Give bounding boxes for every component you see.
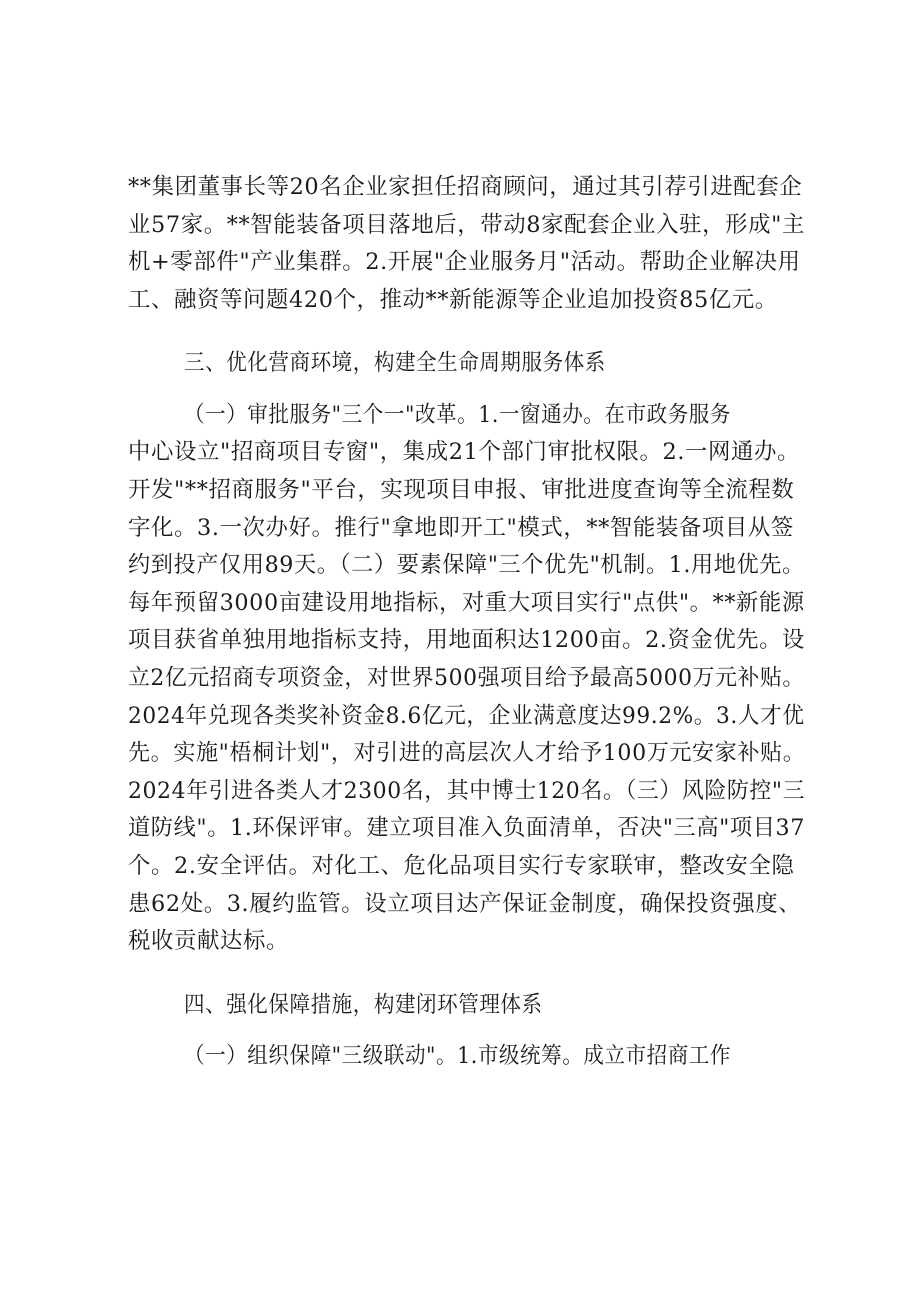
paragraph-line: 税收贡献达标。	[128, 928, 289, 954]
section-heading-3: 三、优化营商环境，构建全生命周期服务体系	[184, 350, 606, 376]
paragraph-line: 工、融资等问题420个，推动**新能源等企业追加投资85亿元。	[128, 287, 778, 313]
paragraph-line: 项目获省单独用地指标支持，用地面积达1200亩。2.资金优先。设	[128, 627, 805, 653]
paragraph-line: 约到投产仅用89天。（二）要素保障"三个优先"机制。1.用地优先。	[128, 552, 805, 578]
paragraph-line: （一）审批服务"三个一"改革。1.一窗通办。在市政务服务	[184, 402, 731, 428]
paragraph-line: **集团董事长等20名企业家担任招商顾问，通过其引荐引进配套企	[128, 174, 803, 200]
paragraph-line: 字化。3.一次办好。推行"拿地即开工"模式，**智能装备项目从签	[128, 515, 794, 541]
paragraph-line: 患62处。3.履约监管。设立项目达产保证金制度，确保投资强度、	[128, 891, 802, 917]
paragraph-line: 个。2.安全评估。对化工、危化品项目实行专家联审，整改安全隐	[128, 853, 795, 879]
paragraph-line: 2024年兑现各类奖补资金8.6亿元，企业满意度达99.2%。3.人才优	[128, 703, 805, 729]
section-heading-4: 四、强化保障措施，构建闭环管理体系	[184, 992, 543, 1018]
paragraph-line: 开发"**招商服务"平台，实现项目申报、审批进度查询等全流程数	[128, 477, 795, 503]
paragraph-line: 中心设立"招商项目专窗"，集成21个部门审批权限。2.一网通办。	[128, 439, 801, 465]
paragraph-line: 2024年引进各类人才2300名，其中博士120名。（三）风险防控"三	[128, 778, 806, 804]
paragraph-line: 道防线"。1.环保评审。建立项目准入负面清单，否决"三高"项目37	[128, 815, 805, 841]
paragraph-line: 每年预留3000亩建设用地指标，对重大项目实行"点供"。**新能源	[128, 590, 805, 616]
paragraph-line: 机+零部件"产业集群。2.开展"企业服务月"活动。帮助企业解决用	[128, 249, 801, 275]
paragraph-line: 先。实施"梧桐计划"，对引进的高层次人才给予100万元安家补贴。	[128, 740, 806, 766]
paragraph-line: 立2亿元招商专项资金，对世界500强项目给予最高5000万元补贴。	[128, 665, 805, 691]
paragraph-line: 业57家。**智能装备项目落地后，带动8家配套企业入驻，形成"主	[128, 212, 806, 238]
paragraph-line: （一）组织保障"三级联动"。1.市级统筹。成立市招商工作	[184, 1043, 731, 1069]
